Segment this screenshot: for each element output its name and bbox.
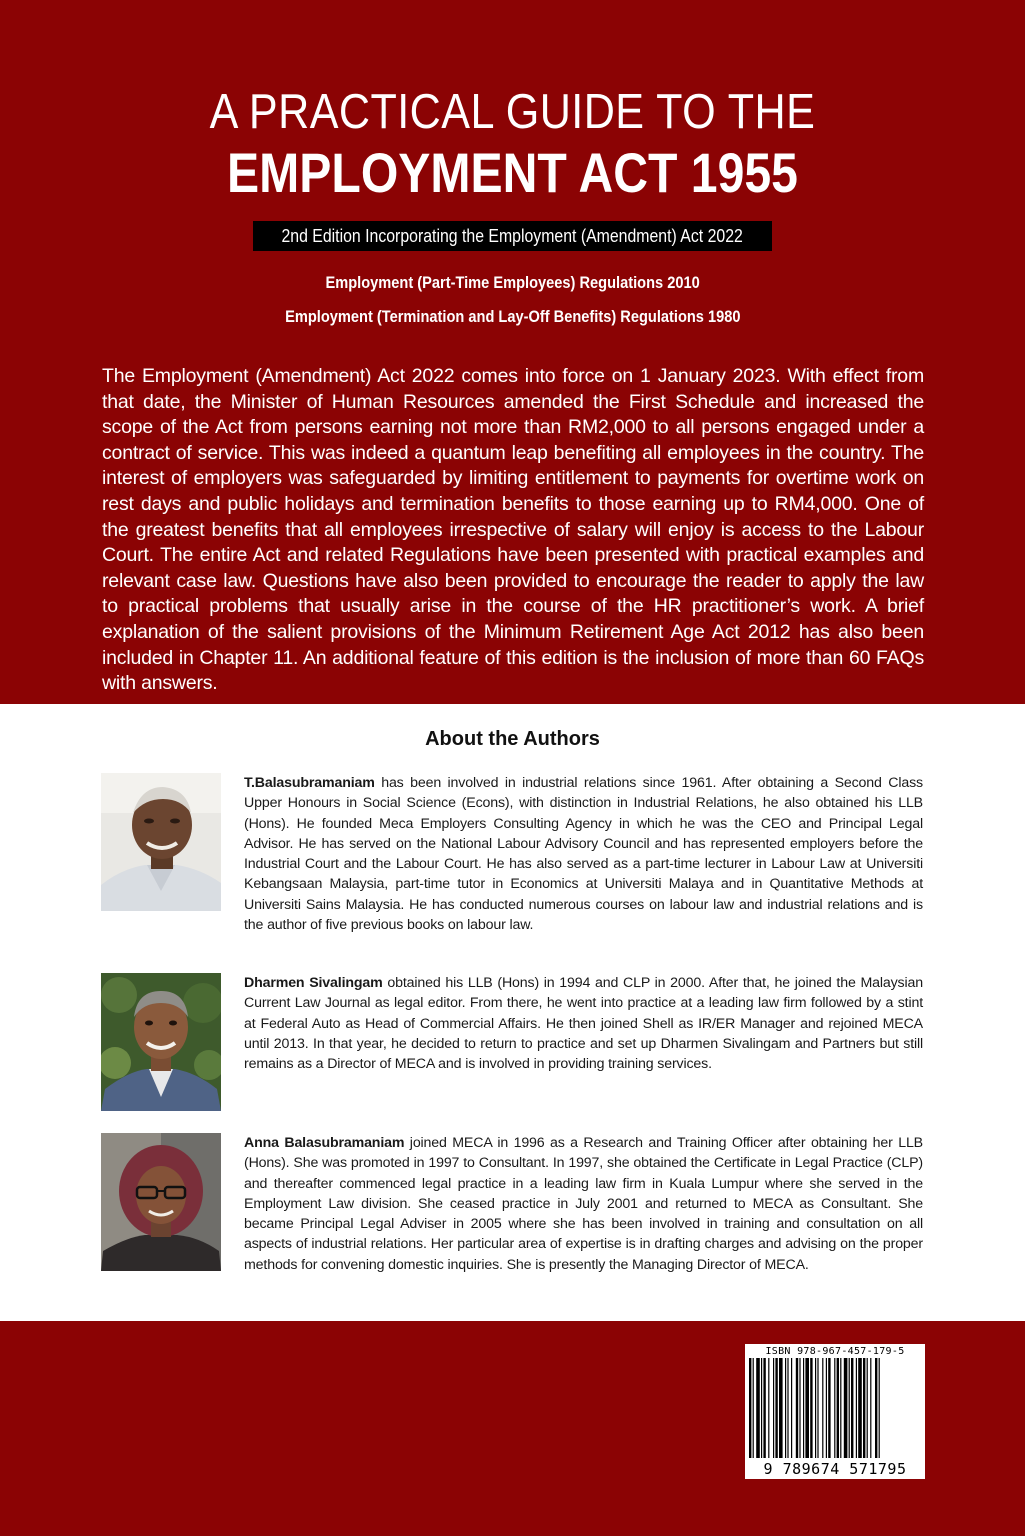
barcode-bars [749,1358,921,1460]
barcode-bar [826,1358,827,1458]
edition-text: 2nd Edition Incorporating the Employment (Amendment) Act 2022 [281,225,744,246]
barcode-bar [822,1358,823,1458]
barcode-bar [858,1358,862,1458]
barcode-bar [756,1358,760,1458]
author-name: Anna Balasubramaniam [244,1135,405,1151]
barcode-bar [787,1358,788,1458]
barcode-bar [863,1358,865,1458]
barcode-bar [849,1358,850,1458]
barcode-bar [805,1358,809,1458]
author-bio [244,1133,923,1275]
barcode-bar [870,1358,871,1458]
author-bio-text: obtained his LLB (Hons) in 1994 and CLP in 2000. After that, he joined the Malaysian Current Law Journal as legal editor. From there, he went into practice at a leading law firm followed by a stint at Federal Auto as Head of Commercial Affairs. He then joined Shell as IR/ER Manager and rejoined MECA until 2013. In that year, he decided to return to practice and set up Dharmen Sivalingam and Partners but still remains as a Director of MECA and is involved in providing training services. [244,975,923,1073]
barcode-bar [840,1358,841,1458]
author-name: T.Balasubramaniam [244,775,375,791]
barcode-bar [791,1358,792,1458]
regulation-text-2: Employment (Termination and Lay-Off Benefits) Regulations 1980 [284,307,741,326]
author-photo [101,973,221,1111]
barcode-bar [775,1358,777,1458]
regulation-line-1 [0,273,1025,293]
barcode-bar [753,1358,754,1458]
barcode-bar [799,1358,800,1458]
barcode-bar [773,1358,774,1458]
barcode-bar [828,1358,830,1458]
barcode-bar [803,1358,804,1458]
barcode-bar [810,1358,812,1458]
barcode-bar [815,1358,816,1458]
regulation-text-1: Employment (Part-Time Employees) Regulations 2010 [325,273,700,292]
title-line-1: A PRACTICAL GUIDE TO THE [209,85,816,139]
barcode-bar [768,1358,769,1458]
barcode-bar [834,1358,835,1458]
barcode-bar [796,1358,798,1458]
barcode-bar [817,1358,818,1458]
barcode-bar [851,1358,853,1458]
author-bio [244,773,923,935]
barcode-bar [763,1358,765,1458]
barcode-bar [785,1358,786,1458]
barcode-bar [875,1358,877,1458]
barcode-bar [867,1358,868,1458]
author-name: Dharmen Sivalingam [244,975,383,991]
cover-top-panel [0,0,1025,704]
barcode-bar [844,1358,848,1458]
title-line-2: EMPLOYMENT ACT 1955 [227,141,798,204]
regulation-line-2 [0,307,1025,327]
barcode-bar [749,1358,751,1458]
author-bio-text: has been involved in industrial relations since 1961. After obtaining a Second Class Upper Honours in Social Science (Econs), with distinction in Industrial Relations, he also obtained his LLB (Hons). He founded Meca Employers Consulting Agency in which he was the CEO and Principal Legal Advisor. He has served on the National Labour Advisory Council and has represented employers before the Industrial Court and the Labour Court. He has also served as a part-time lecturer in Labour Law at Universiti Kebangsaan Malaysia, part-time tutor in Economics at Universiti Malaya and in Quantitative Methods at Universiti Sains Malaysia. He has conducted numerous courses on labour law and industrial relations and is the author of five previous books on labour law. [244,775,923,934]
barcode-bar [779,1358,783,1458]
isbn-label: ISBN 978-967-457-179-5 [765,1346,905,1357]
barcode-bar [837,1358,839,1458]
barcode-bar [761,1358,762,1458]
edition-banner [253,221,772,251]
barcode-bar [879,1358,880,1458]
author-photo [101,773,221,911]
author-photo [101,1133,221,1271]
barcode-digits: 9 789674 571795 [763,1460,907,1478]
author-bio [244,973,923,1074]
author-bio-text: joined MECA in 1996 as a Research and Training Officer after obtaining her LLB (Hons). She was promoted in 1997 to Consultant. In 1997, she obtained the Certificate in Legal Practice (CLP) and thereafter commenced legal practice in a leading law firm in Kuala Lumpur where she served in the Employment Law division. She ceased practice in July 2001 and returned to MECA as Consultant. She became Principal Legal Adviser in 2005 where she has been involved in training and consultation on all aspects of industrial relations. Her particular area of expertise is in drafting charges and advising on the proper methods for convening domestic inquiries. She is presently the Managing Director of MECA. [244,1135,923,1273]
authors-heading: About the Authors [425,728,600,750]
book-blurb: The Employment (Amendment) Act 2022 comes into force on 1 January 2023. With effect from that date, the Minister of Human Resources amended the First Schedule and increased the scope of the Act from persons earning not more than RM2,000 to all persons engaged under a contract of service. This was indeed a quantum leap benefiting all employees in the country. The interest of employers was safeguarded by limiting entitlement to payments for overtime work on rest days and public holidays and termination benefits to those earning up to RM4,000. One of the greatest benefits that all employees irrespective of salary will enjoy is access to the Labour Court. The entire Act and related Regulations have been presented with practical examples and relevant case law. Questions have also been provided to encourage the reader to apply the law to practical problems that usually arise in the course of the HR practitioner’s work. A brief explanation of the salient provisions of the Minimum Retirement Age Act 2012 has also been included in Chapter 11. An additional feature of this edition is the inclusion of more than 60 FAQs with answers. [102,365,924,695]
barcode-bar [856,1358,857,1458]
isbn-barcode [745,1344,925,1479]
